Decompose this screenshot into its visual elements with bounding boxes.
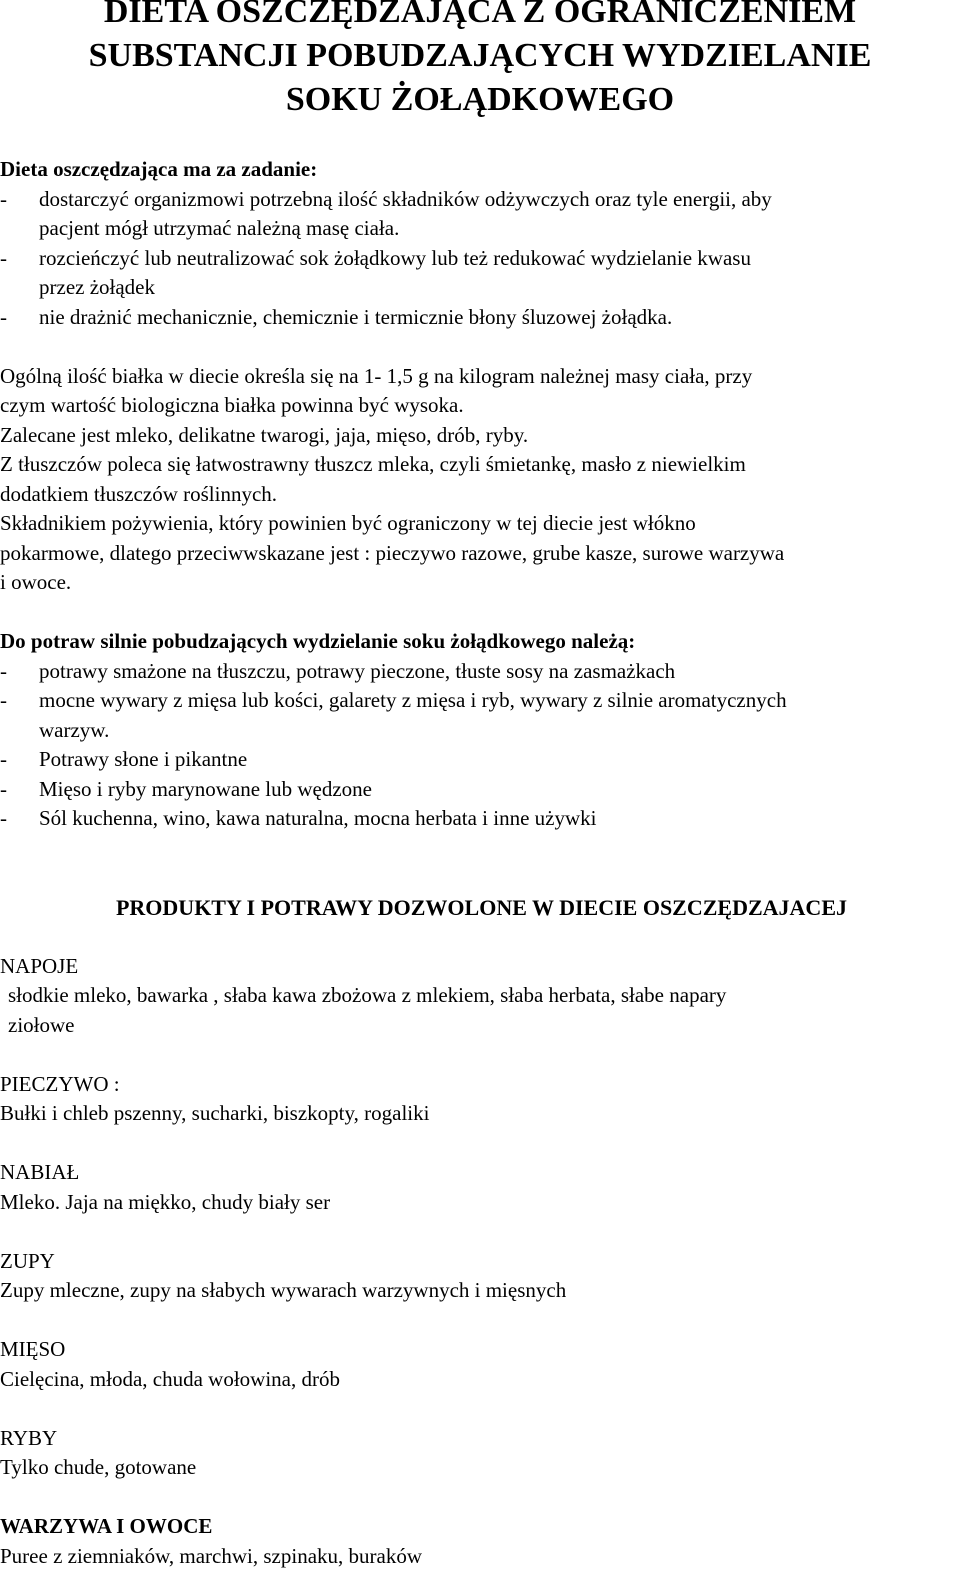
stimulating-list-item [0, 657, 960, 687]
list-item-line: dostarczyć organizmowi potrzebną ilość składników odżywczych oraz tyle energii, aby [39, 186, 772, 211]
spacer [0, 922, 960, 952]
category-text: Zupy mleczne, zupy na słabych wywarach warzywnych i mięsnych [0, 1278, 567, 1302]
stimulating-heading: Do potraw silnie pobudzających wydzielanie soku żołądkowego należą: [0, 629, 636, 653]
paragraph-line: i owoce. [0, 570, 72, 594]
title-line: DIETA OSZCZĘDZAJĄCA Z OGRANICZENIEM [103, 0, 857, 30]
category-text: słodkie mleko, bawarka , słaba kawa zbożowa z mlekiem, słaba herbata, słabe napary [8, 983, 727, 1007]
intro-list-item [0, 185, 960, 244]
paragraph-line: Zalecane jest mleko, delikatne twarogi, jaja, mięso, drób, ryby. [0, 422, 529, 447]
intro-heading: Dieta oszczędzająca ma za zadanie: [0, 157, 318, 181]
category-mieso [0, 1335, 960, 1394]
category-napoje [0, 952, 960, 1041]
title-line: SOKU ŻOŁĄDKOWEGO [285, 81, 675, 118]
paragraph-line: Składnikiem pożywienia, który powinien być ograniczony w tej diecie jest włókno [0, 511, 696, 535]
list-dash: - [0, 747, 7, 771]
intro-list-item [0, 303, 960, 333]
spacer [0, 1483, 960, 1513]
document-title [0, 0, 960, 122]
stimulating-list-item [0, 804, 960, 834]
list-item-line: rozcieńczyć lub neutralizować sok żołądkowy lub też redukować wydzielanie kwasu [39, 245, 751, 270]
intro-list-item [0, 244, 960, 303]
spacer [0, 1040, 960, 1070]
list-dash: - [0, 186, 7, 211]
category-text: Bułki i chleb pszenny, sucharki, biszkopty, rogaliki [0, 1101, 430, 1125]
category-text: Mleko. Jaja na miękko, chudy biały ser [0, 1189, 331, 1214]
list-item-line: przez żołądek [39, 275, 156, 299]
spacer [0, 1217, 960, 1247]
category-heading: MIĘSO [0, 1337, 66, 1361]
protein-paragraph [0, 362, 960, 598]
category-ryby [0, 1424, 960, 1483]
document-body [0, 155, 960, 1571]
category-nabial [0, 1158, 960, 1217]
spacer [0, 863, 960, 893]
category-heading: ZUPY [0, 1248, 55, 1273]
allowed-products-heading: PRODUKTY I POTRAWY DOZWOLONE W DIECIE OSZCZĘDZAJACEJ [115, 894, 847, 920]
list-dash: - [0, 245, 7, 270]
paragraph-line: pokarmowe, dlatego przeciwwskazane jest : pieczywo razowe, grube kasze, surowe warzywa [0, 540, 785, 565]
list-dash: - [0, 688, 7, 712]
list-item-line: warzyw. [39, 717, 110, 742]
list-item-line: pacjent mógł utrzymać należną masę ciała. [39, 216, 400, 240]
list-item-line: Potrawy słone i pikantne [39, 747, 248, 771]
paragraph-line: Z tłuszczów poleca się łatwostrawny tłuszcz mleka, czyli śmietankę, masło z niewielkim [0, 452, 746, 476]
list-dash: - [0, 304, 7, 329]
spacer [0, 1129, 960, 1159]
category-zupy [0, 1247, 960, 1306]
spacer [0, 332, 960, 362]
list-dash: - [0, 658, 7, 683]
spacer [0, 1394, 960, 1424]
stimulating-list-item [0, 745, 960, 775]
spacer [0, 1306, 960, 1336]
list-item-line: potrawy smażone na tłuszczu, potrawy pieczone, tłuste sosy na zasmażkach [39, 658, 676, 683]
spacer [0, 598, 960, 628]
list-dash: - [0, 776, 7, 801]
category-text: Cielęcina, młoda, chuda wołowina, drób [0, 1366, 340, 1391]
paragraph-line: czym wartość biologiczna białka powinna być wysoka. [0, 393, 464, 417]
list-item-line: Mięso i ryby marynowane lub wędzone [39, 776, 372, 801]
list-item-line: nie drażnić mechanicznie, chemicznie i termicznie błony śluzowej żołądka. [39, 304, 673, 329]
category-heading: WARZYWA I OWOCE [0, 1514, 213, 1538]
category-warzywa-owoce [0, 1512, 960, 1571]
list-item-line: Sól kuchenna, wino, kawa naturalna, mocna herbata i inne używki [39, 806, 597, 830]
spacer [0, 834, 960, 864]
stimulating-list-item [0, 775, 960, 805]
category-text: ziołowe [8, 1012, 75, 1037]
category-text: Tylko chude, gotowane [0, 1455, 197, 1479]
category-text: Puree z ziemniaków, marchwi, szpinaku, buraków [0, 1543, 422, 1568]
list-dash: - [0, 806, 7, 830]
paragraph-line: dodatkiem tłuszczów roślinnych. [0, 481, 278, 506]
category-heading: NAPOJE [0, 953, 79, 978]
category-pieczywo [0, 1070, 960, 1129]
category-heading: PIECZYWO : [0, 1071, 120, 1096]
title-line: SUBSTANCJI POBUDZAJĄCYCH WYDZIELANIE [88, 37, 872, 74]
category-heading: NABIAŁ [0, 1160, 80, 1184]
paragraph-line: Ogólną ilość białka w diecie określa się na 1- 1,5 g na kilogram należnej masy ciała, przy [0, 363, 753, 388]
category-heading: RYBY [0, 1425, 58, 1450]
stimulating-list-item [0, 686, 960, 745]
list-item-line: mocne wywary z mięsa lub kości, galarety z mięsa i ryb, wywary z silnie aromatycznych [39, 688, 787, 712]
